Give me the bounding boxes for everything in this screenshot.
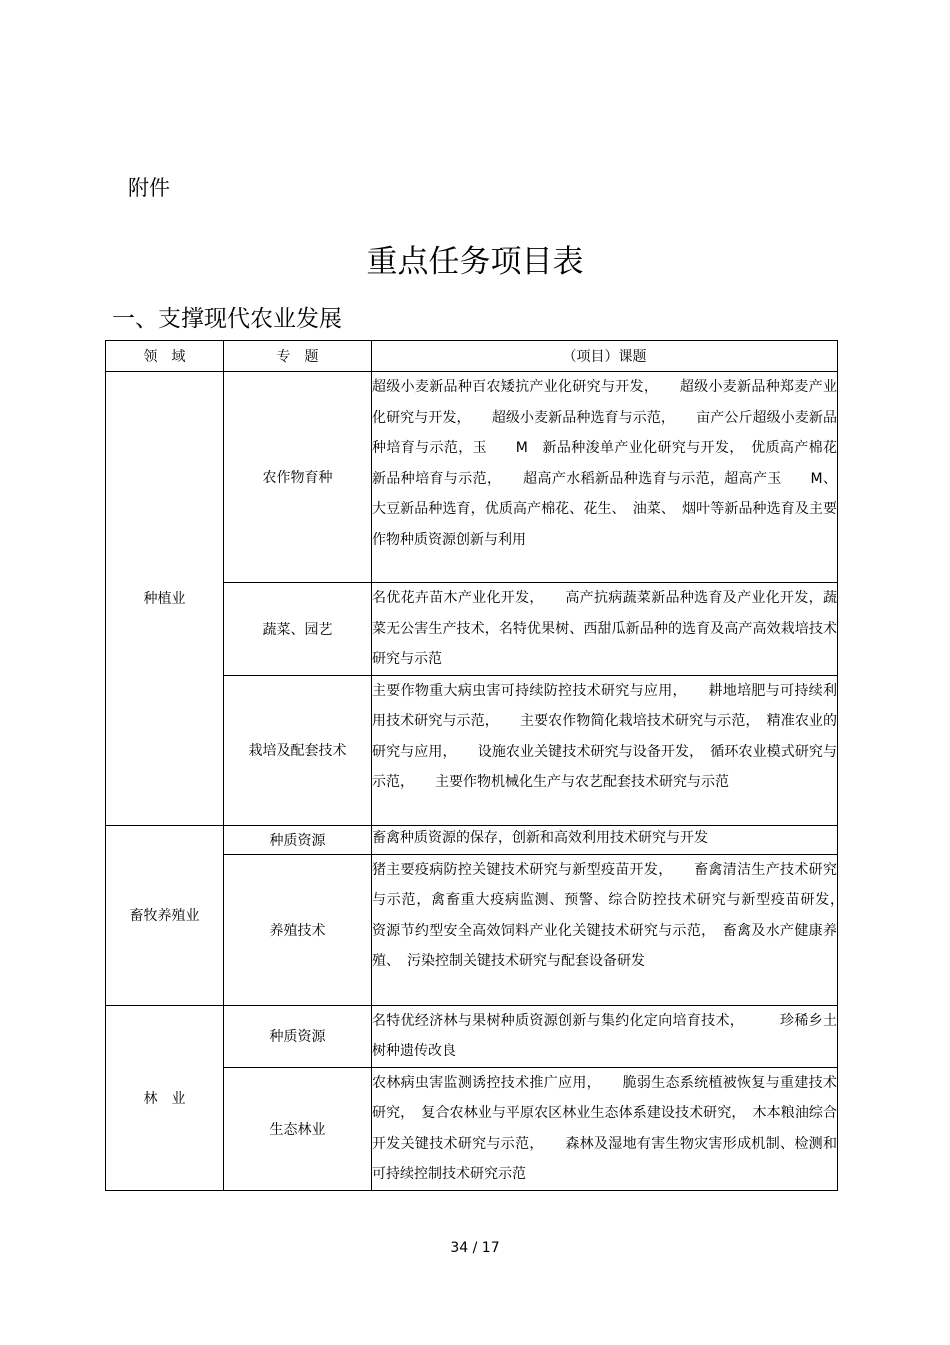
projects-text: 主要作物重大病虫害可持续防控技术研究与应用， 耕地培肥与可持续利用技术研究与示范， 主要农作物简化栽培技术研究与示范， 精准农业的研究与应用， 设施农业关键技术研究与设备开发， 循环农业模式研究与示范， 主要作物机械化生产与农艺配套技术研究与示范 <box>372 682 837 790</box>
attachment-label: 附件 <box>128 176 170 200</box>
topic-cell: 蔬菜、园艺 <box>224 583 372 676</box>
table-row <box>106 372 838 583</box>
document-title: 重点任务项目表 <box>366 244 584 280</box>
projects-text: 名优花卉苗木产业化开发， 高产抗病蔬菜新品种选育及产业化开发，蔬菜无公害生产技术，名特优果树、西甜瓜新品种的选育及高产高效栽培技术研究与示范 <box>372 590 837 667</box>
domain-cell: 畜牧养殖业 <box>106 825 224 1005</box>
topic-cell: 种质资源 <box>224 1005 372 1067</box>
projects-cell <box>372 854 851 1005</box>
topic-cell: 栽培及配套技术 <box>224 675 372 825</box>
table-row <box>106 825 838 854</box>
topic-cell: 生态林业 <box>224 1067 372 1190</box>
projects-cell <box>372 372 838 583</box>
header-projects: （项目）课题 <box>372 341 838 372</box>
topic-cell: 农作物育种 <box>224 372 372 583</box>
projects-text: 猪主要疫病防控关键技术研究与新型疫苗开发， 畜禽清洁生产技术研究与示范，禽畜重大疫病监测、预警、综合防控技术研究与新型疫苗研发， 资源节约型安全高效饲料产业化关键技术研究与示范， 畜禽及水产健康养殖、 污染控制关键技术研究与配套设备研发 <box>372 861 851 969</box>
domain-cell: 林 业 <box>106 1005 224 1190</box>
projects-cell <box>372 583 838 676</box>
projects-cell <box>372 1067 838 1190</box>
task-table <box>105 340 851 1191</box>
projects-text: 农林病虫害监测诱控技术推广应用， 脆弱生态系统植被恢复与重建技术研究， 复合农林业与平原农区林业生态体系建设技术研究， 木本粮油综合开发关键技术研究与示范， 森林及湿地有害生物灾害形成机制、检测和可持续控制技术研究示范 <box>372 1074 837 1182</box>
header-topic: 专 题 <box>224 341 372 372</box>
header-domain: 领 域 <box>106 341 224 372</box>
topic-cell: 养殖技术 <box>224 854 372 1005</box>
section-heading: 一、支撑现代农业发展 <box>112 306 342 332</box>
projects-cell <box>372 1005 838 1067</box>
projects-text: 名特优经济林与果树种质资源创新与集约化定向培育技术， 珍稀乡土树种遗传改良 <box>372 1012 837 1059</box>
domain-cell: 种植业 <box>106 372 224 826</box>
projects-text: 超级小麦新品种百农矮抗产业化研究与开发， 超级小麦新品种郑麦产业化研究与开发， 超级小麦新品种选育与示范， 亩产公斤超级小麦新品种培育与示范，玉 M 新品种浚单产业化研究与开发， 优质高产棉花新品种培育与示范， 超高产水稻新品种选育与示范，超高产玉 M、大豆新品种选育，优质高产棉花、花生、 油菜、 烟叶等新品种选育及主要作物种质资源创新与利用 <box>372 379 837 548</box>
page-indicator: 34 / 17 <box>450 1240 500 1256</box>
topic-cell: 种质资源 <box>224 825 372 854</box>
table-row <box>106 1005 838 1067</box>
projects-cell <box>372 675 838 825</box>
projects-cell <box>372 825 838 854</box>
projects-text: 畜禽种质资源的保存，创新和高效利用技术研究与开发 <box>372 829 708 846</box>
table-header-row <box>106 341 838 372</box>
